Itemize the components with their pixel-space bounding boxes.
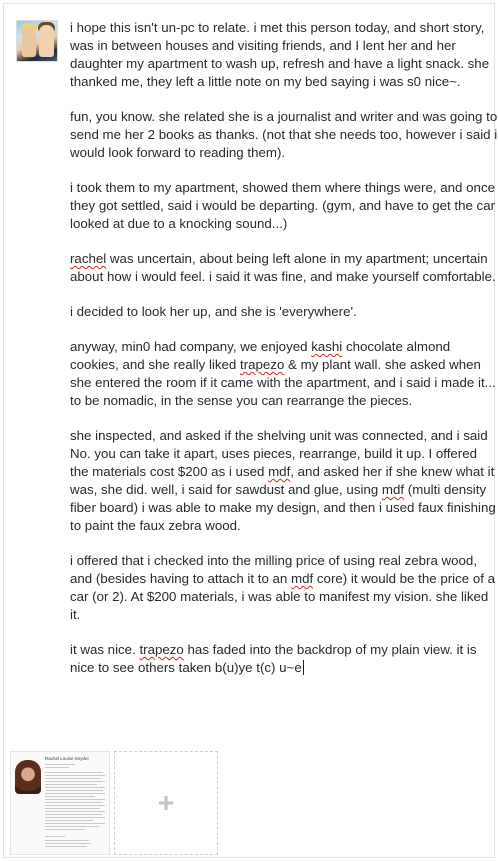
portrait-photo	[15, 760, 41, 794]
document-text-line	[45, 808, 100, 809]
post-text-editor[interactable]	[70, 19, 498, 677]
document-text-line	[45, 814, 102, 815]
document-text-line	[45, 840, 89, 841]
document-text-line	[45, 823, 105, 824]
document-text-line	[45, 805, 105, 806]
document-text-line	[45, 772, 103, 773]
document-text-line	[45, 778, 101, 779]
document-text-line	[45, 829, 85, 830]
paragraph	[70, 303, 498, 321]
document-text-line	[45, 843, 91, 844]
text: i hope this isn't un-pc to relate. i met this person today, and short story, was in between houses and visiting friends, and I lent her and her daughter my apartment to wash up, refresh and have a light snack. she thanked me, they left a little note on my bed saying i was s0 nice~.	[70, 20, 490, 89]
document-text-line	[45, 811, 105, 812]
paragraph	[70, 338, 498, 410]
paragraph	[70, 19, 498, 91]
document-text-line	[45, 799, 105, 800]
misspelled-word[interactable]: mdf	[381, 482, 405, 497]
text: core) it would be the price of a car (or 2). At $200 materials, i was able to manifest my vision. she liked it.	[70, 571, 496, 622]
plus-icon: +	[157, 787, 175, 818]
text: i offered that i checked into the milling price of using real zebra wood, and (besides having to attach it to an	[70, 553, 478, 586]
paragraph	[70, 179, 498, 233]
add-attachment-button[interactable]	[114, 751, 218, 855]
document-text-line	[45, 764, 75, 765]
text: it was nice.	[70, 642, 140, 657]
document-text-line	[45, 787, 105, 788]
misspelled-word[interactable]: trapezo	[139, 642, 184, 657]
document-text-line	[45, 775, 105, 776]
misspelled-word[interactable]: rachel	[70, 251, 107, 266]
document-text-line	[45, 836, 65, 837]
paragraph	[70, 552, 498, 624]
document-text-line	[45, 781, 105, 782]
text: , and asked her if she knew what it was, she did. well, i said for sawdust and glue, using	[70, 464, 495, 497]
post-composer	[3, 3, 498, 858]
document-text-line	[45, 817, 105, 818]
text: was uncertain, about being left alone in my apartment; uncertain about how i would feel. i said it was fine, and make yourself comfortable.	[70, 251, 496, 284]
paragraph	[70, 427, 498, 535]
text: (multi density fiber board) i was able to make my design, and then i used faux finishing to paint the faux zebra wood.	[70, 482, 496, 533]
text: she inspected, and asked if the shelving unit was connected, and i said No. you can take it apart, uses pieces, rearrange, build it up. I offered the materials cost $200 as i used	[70, 428, 488, 479]
text: anyway, min0 had company, we enjoyed	[70, 339, 312, 354]
text: & my plant wall. she asked when she entered the room if it came with the apartment, and i said i made it... to be nomadic, in the sense you can rearrange the pieces.	[70, 357, 496, 408]
misspelled-word[interactable]: kashi	[311, 339, 343, 354]
misspelled-word[interactable]: mdf	[291, 571, 314, 586]
paragraph	[70, 108, 498, 162]
avatar-figure	[39, 25, 54, 57]
document-text-line	[45, 826, 99, 827]
text: fun, you know. she related she is a journalist and writer and was going to send me her 2 books as thanks. (not that she needs too, however i said i would look forward to reading them).	[70, 109, 498, 160]
avatar-figure	[22, 27, 36, 57]
avatar[interactable]	[16, 20, 58, 62]
document-text-line	[45, 820, 93, 821]
document-text-line	[45, 846, 87, 847]
text: i decided to look her up, and she is 'everywhere'.	[70, 304, 357, 319]
document-text-line	[45, 790, 103, 791]
document-text-line	[45, 802, 103, 803]
document-title: Rachel Louise Snyder	[45, 756, 90, 761]
text: chocolate almond cookies, and she really liked	[70, 339, 451, 372]
paragraph	[70, 641, 498, 677]
paragraph	[70, 250, 498, 286]
text-cursor	[303, 660, 304, 675]
document-text-line	[45, 793, 105, 794]
text: has faded into the backdrop of my plain view. it is nice to see others taken b(u)ye t(c) u~e	[70, 642, 477, 675]
document-text-line	[45, 796, 95, 797]
document-text-line	[45, 767, 69, 768]
text: i took them to my apartment, showed them where things were, and once they got settled, said i would be departing. (gym, and have to get the car looked at due to a knocking sound...)	[70, 180, 496, 231]
document-text-line	[45, 784, 97, 785]
misspelled-word[interactable]: mdf	[268, 464, 291, 479]
attachment-thumbnail[interactable]	[10, 751, 110, 855]
misspelled-word[interactable]: trapezo	[240, 357, 285, 372]
